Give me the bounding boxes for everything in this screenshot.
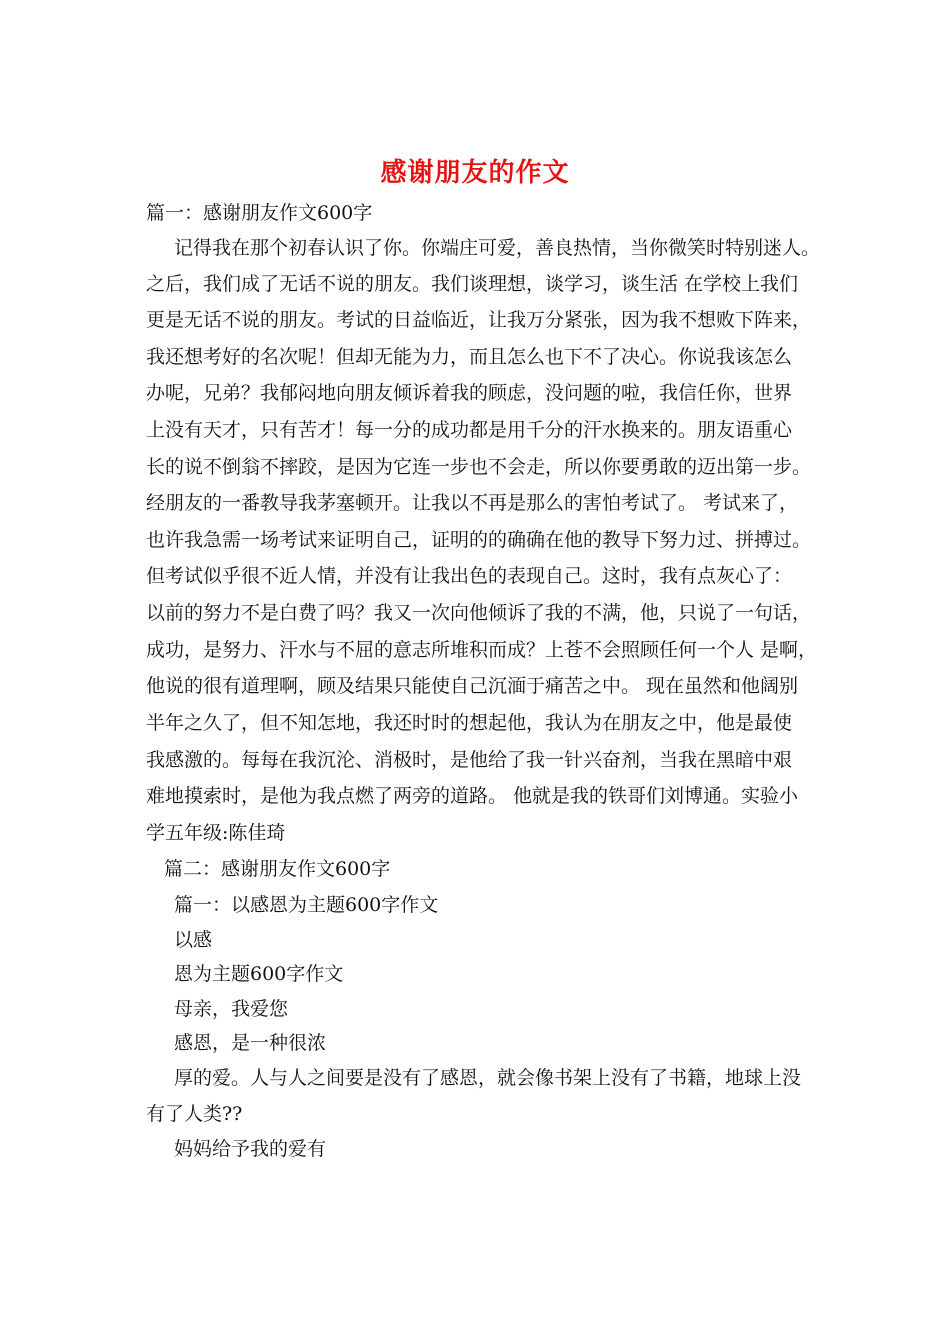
- paragraph-line: 学五年级:陈佳琦: [146, 822, 286, 844]
- paragraph-line: 以前的努力不是白费了吗？我又一次向他倾诉了我的不满，他，只说了一句话，: [146, 602, 812, 624]
- paragraph-line: 厚的爱。人与人之间要是没有了感恩，就会像书架上没有了书籍，地球上没: [174, 1067, 802, 1089]
- paragraph-line: 难地摸索时，是他为我点燃了两旁的道路。 他就是我的铁哥们刘博通。实验小: [146, 785, 799, 807]
- paragraph-line: 妈妈给予我的爱有: [174, 1138, 327, 1160]
- paragraph-line: 也许我急需一场考试来证明自己，证明的的确确在他的教导下努力过、拼搏过。: [146, 529, 812, 551]
- section-heading-1: 篇一：感谢朋友作文600字: [146, 202, 373, 224]
- paragraph-line: 长的说不倒翁不摔跤，是因为它连一步也不会走，所以你要勇敢的迈出第一步。: [146, 456, 812, 478]
- paragraph-line: 他说的很有道理啊，顾及结果只能使自己沉湎于痛苦之中。 现在虽然和他阔别: [146, 675, 799, 697]
- section-heading-2: 篇二：感谢朋友作文600字: [164, 858, 391, 880]
- paragraph-line: 上没有天才，只有苦才！每一分的成功都是用千分的汗水换来的。朋友语重心: [146, 419, 793, 441]
- paragraph-line: 以感: [174, 929, 213, 951]
- paragraph-line: 恩为主题600字作文: [174, 963, 344, 985]
- paragraph-line: 半年之久了，但不知怎地，我还时时的想起他，我认为在朋友之中，他是最使: [146, 712, 793, 734]
- paragraph-line: 篇一：以感恩为主题600字作文: [174, 894, 439, 916]
- paragraph-line: 有了人类??: [146, 1103, 243, 1125]
- paragraph-line: 母亲，我爱您: [174, 998, 289, 1020]
- paragraph-line: 办呢，兄弟？我郁闷地向朋友倾诉着我的顾虑，没问题的啦，我信任你，世界: [146, 382, 793, 404]
- paragraph-line: 感恩，是一种很浓: [174, 1032, 327, 1054]
- paragraph-line: 之后，我们成了无话不说的朋友。我们谈理想，谈学习，谈生活 在学校上我们: [146, 273, 799, 295]
- paragraph-line: 更是无话不说的朋友。考试的日益临近，让我万分紧张，因为我不想败下阵来，: [146, 309, 812, 331]
- paragraph-line: 成功，是努力、汗水与不屈的意志所堆积而成？上苍不会照顾任何一个人 是啊，: [146, 639, 818, 661]
- document-title: 感谢朋友的作文: [380, 158, 570, 188]
- paragraph-line: 经朋友的一番教导我茅塞顿开。让我以不再是那么的害怕考试了。 考试来了，: [146, 492, 799, 514]
- paragraph-line: 但考试似乎很不近人情，并没有让我出色的表现自己。这时，我有点灰心了：: [146, 565, 793, 587]
- paragraph-line: 我还想考好的名次呢！但却无能为力，而且怎么也下不了决心。你说我该怎么: [146, 346, 793, 368]
- paragraph-line: 记得我在那个初春认识了你。你端庄可爱，善良热情，当你微笑时特别迷人。: [174, 237, 821, 259]
- paragraph-line: 我感激的。每每在我沉沦、消极时，是他给了我一针兴奋剂，当我在黑暗中艰: [146, 749, 793, 771]
